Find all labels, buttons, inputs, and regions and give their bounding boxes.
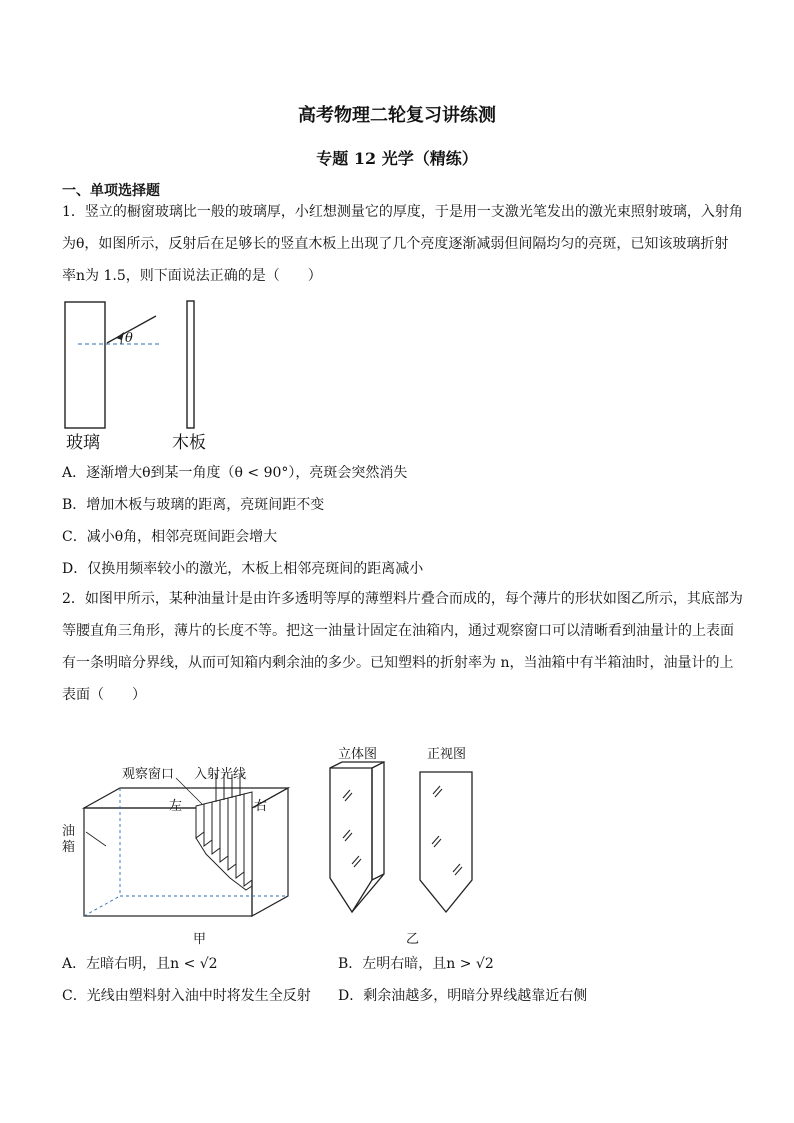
jia-label: 甲 <box>193 932 207 947</box>
window-label: 观察窗口 <box>122 767 175 782</box>
board-label: 木板 <box>172 433 206 453</box>
figure-oil-tank <box>80 770 300 920</box>
glass-plate <box>65 302 105 428</box>
right-label: 右 <box>254 799 268 814</box>
tank-label-1: 油 <box>62 824 76 839</box>
q2-line-1: 2．如图甲所示，某种油量计是由许多透明等厚的薄塑料片叠合而成的，每个薄片的形状如图乙所示，其底部为 <box>62 591 743 607</box>
plate-3d <box>330 768 372 912</box>
figure-plate-views <box>326 760 486 920</box>
q1-option-b: B．增加木板与玻璃的距离，亮斑间距不变 <box>62 497 325 513</box>
q2-option-b: B．左明右暗，且n > √2 <box>338 956 494 972</box>
plate-front <box>420 772 472 912</box>
q2-line-3: 有一条明暗分界线，从而可知箱内剩余油的多少。已知塑料的折射率为 n，当油箱中有半箱油时，油量计的上 <box>62 655 734 671</box>
tank-label-2: 箱 <box>62 840 76 855</box>
glass-label: 玻璃 <box>66 433 100 453</box>
q2-line-2: 等腰直角三角形，薄片的长度不等。把这一油量计固定在油箱内，通过观察窗口可以清晰看到油量计的上表面 <box>62 623 734 639</box>
doc-title: 高考物理二轮复习讲练测 <box>298 105 496 126</box>
front-label: 正视图 <box>427 747 467 762</box>
q1-option-d: D．仅换用频率较小的激光，木板上相邻亮斑间的距离减小 <box>62 561 424 577</box>
q2-line-4: 表面（ ） <box>62 687 146 703</box>
yi-label: 乙 <box>406 932 420 947</box>
q2-option-a: A．左暗右明，且n < √2 <box>62 956 218 972</box>
q1-line-1: 1．竖立的橱窗玻璃比一般的玻璃厚，小红想测量它的厚度，于是用一支激光笔发出的激光束照射玻璃，入射角 <box>62 204 743 220</box>
q2-option-c: C．光线由塑料射入油中时将发生全反射 <box>62 988 311 1004</box>
doc-subtitle: 专题 12 光学（精练） <box>316 149 478 168</box>
q1-option-a: A．逐渐增大θ到某一角度（θ < 90°），亮斑会突然消失 <box>62 465 408 481</box>
left-label: 左 <box>169 799 183 814</box>
section-heading: 一、单项选择题 <box>62 183 160 199</box>
q1-option-c: C．减小θ角，相邻亮斑间距会增大 <box>62 529 278 545</box>
q2-option-d: D．剩余油越多，明暗分界线越靠近右侧 <box>338 988 588 1004</box>
stereo-label: 立体图 <box>338 747 378 762</box>
incident-label: 入射光线 <box>194 767 247 782</box>
q1-line-2: 为θ，如图所示，反射后在足够长的竖直木板上出现了几个亮度逐渐减弱但间隔均匀的亮斑，已知该玻璃折射 <box>62 236 729 252</box>
q1-line-3: 率n为 1.5，则下面说法正确的是（ ） <box>62 268 322 284</box>
wooden-board <box>187 301 194 428</box>
theta-label: θ <box>125 331 133 346</box>
